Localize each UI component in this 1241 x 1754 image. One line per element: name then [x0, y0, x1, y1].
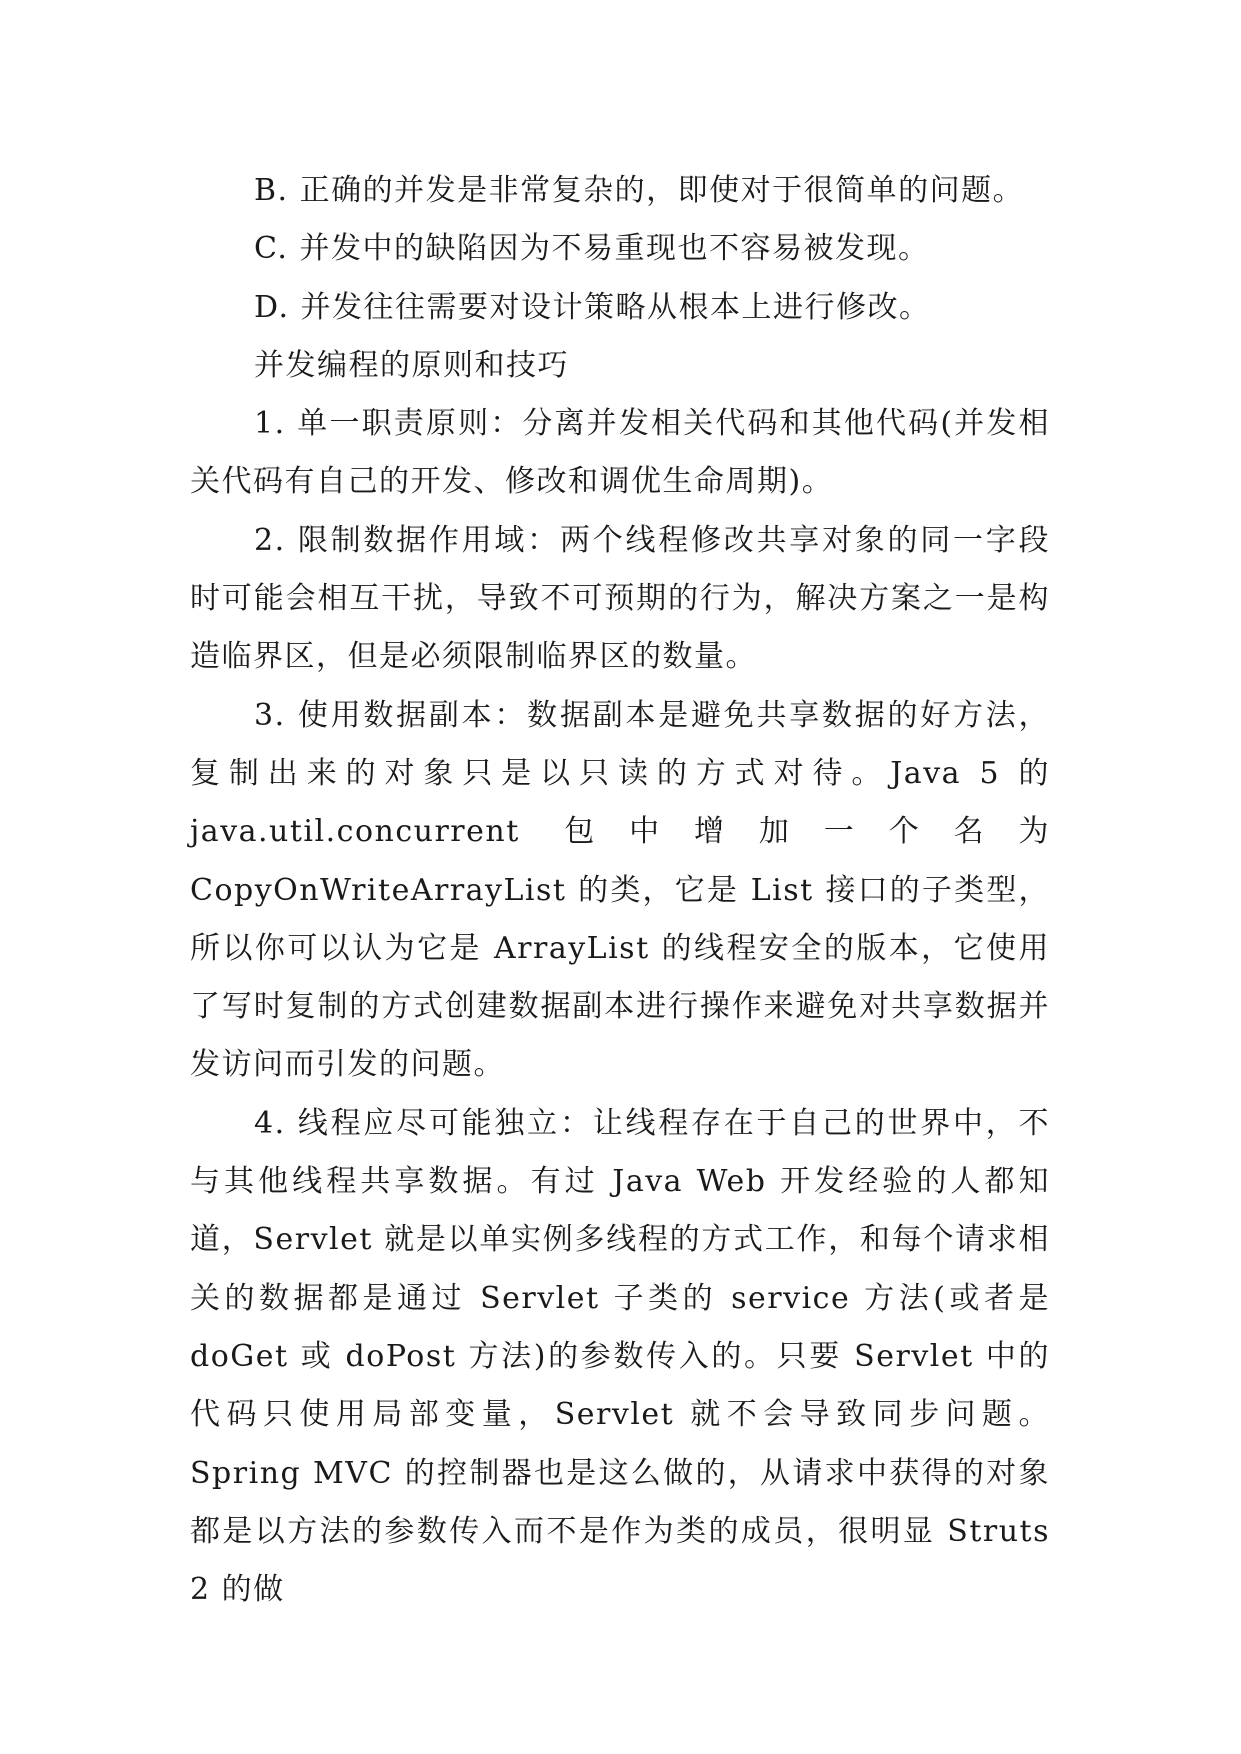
paragraph-principle-4: 4. 线程应尽可能独立：让线程存在于自己的世界中，不与其他线程共享数据。有过 Java Web 开发经验的人都知道，Servlet 就是以单实例多线程的方式工作，和每个请求相关的数据都是通过 Servlet 子类的 service 方法(或者是 doGet 或 doPost 方法)的参数传入的。只要 Servlet 中的代码只使用局部变量，Servlet 就不会导致同步问题。Spring MVC 的控制器也是这么做的，从请求中获得的对象都是以方法的参数传入而不是作为类的成员，很明显 Struts 2 的做 [190, 1105, 1050, 1608]
document-body [190, 162, 1050, 1619]
paragraph-option-b: B. 正确的并发是非常复杂的，即使对于很简单的问题。 [254, 173, 1025, 208]
paragraph-option-d: D. 并发往往需要对设计策略从根本上进行修改。 [254, 289, 931, 325]
paragraph-principle-1: 1. 单一职责原则：分离并发相关代码和其他代码(并发相关代码有自己的开发、修改和调优生命周期)。 [190, 406, 1050, 500]
section-heading: 并发编程的原则和技巧 [254, 347, 569, 383]
paragraph-principle-3: 3. 使用数据副本：数据副本是避免共享数据的好方法，复制出来的对象只是以只读的方式对待。Java 5 的 java.util.concurrent 包中增加一个名为 CopyOnWriteArrayList 的类，它是 List 接口的子类型，所以你可以认为它是 ArrayList 的线程安全的版本，它使用了写时复制的方式创建数据副本进行操作来避免对共享数据并发访问而引发的问题。 [190, 697, 1050, 1083]
paragraph-principle-2: 2. 限制数据作用域：两个线程修改共享对象的同一字段时可能会相互干扰，导致不可预期的行为，解决方案之一是构造临界区，但是必须限制临界区的数量。 [190, 522, 1050, 675]
paragraph-option-c: C. 并发中的缺陷因为不易重现也不容易被发现。 [254, 231, 930, 267]
